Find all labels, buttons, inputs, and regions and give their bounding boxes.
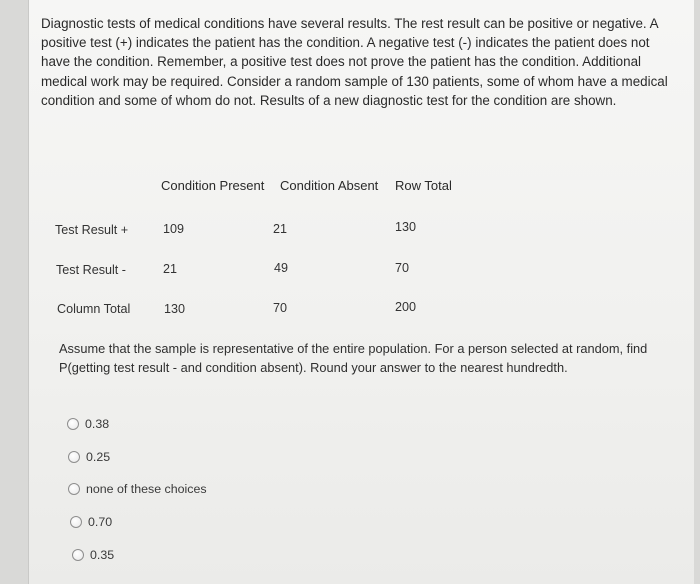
radio-button[interactable] — [68, 451, 80, 463]
cell-positive-present: 109 — [163, 222, 185, 236]
answer-option-label: 0.38 — [85, 417, 110, 431]
row-label-column-total: Column Total — [57, 302, 131, 316]
radio-button[interactable] — [72, 549, 84, 561]
cell-positive-total: 130 — [395, 220, 417, 234]
cell-total-present: 130 — [164, 302, 186, 316]
cell-negative-absent: 49 — [274, 261, 289, 275]
answer-option-label: none of these choices — [86, 482, 207, 496]
cell-positive-absent: 21 — [273, 222, 288, 236]
answer-option-label: 0.35 — [90, 548, 115, 562]
row-label-test-negative: Test Result - — [56, 263, 126, 277]
header-condition-present: Condition Present — [161, 178, 265, 193]
answer-option[interactable] — [67, 417, 109, 431]
header-row-total: Row Total — [395, 178, 452, 193]
answer-option[interactable] — [72, 548, 114, 562]
answer-option[interactable] — [70, 515, 112, 529]
cell-negative-total: 70 — [395, 261, 410, 275]
answer-option-label: 0.25 — [86, 450, 111, 464]
answer-option-label: 0.70 — [88, 515, 113, 529]
question-page — [28, 0, 694, 584]
answer-option[interactable] — [68, 450, 110, 464]
radio-button[interactable] — [70, 516, 82, 528]
problem-intro: Diagnostic tests of medical conditions have several results. The rest result can be positive or negative. A positive test (+) indicates the patient has the condition. A negative test (-) indicates the patient does not have the condition. Remember, a positive test does not prove the patient has the condition. Additional medical work may be required. Consider a random sample of 130 patients, some of whom have a medical condition and some of whom do not. Results of a new diagnostic test for the condition are shown. — [41, 16, 668, 108]
cell-negative-present: 21 — [163, 262, 178, 276]
question-text: Assume that the sample is representative of the entire population. For a person selected at random, find P(getting test result - and condition absent). Round your answer to the nearest hundredth. — [59, 341, 648, 375]
radio-button[interactable] — [68, 483, 80, 495]
cell-grand-total: 200 — [395, 300, 417, 314]
cell-total-absent: 70 — [273, 301, 288, 315]
answer-option[interactable] — [68, 482, 207, 496]
header-condition-absent: Condition Absent — [280, 178, 379, 193]
radio-button[interactable] — [67, 418, 79, 430]
row-label-test-positive: Test Result + — [55, 223, 129, 237]
